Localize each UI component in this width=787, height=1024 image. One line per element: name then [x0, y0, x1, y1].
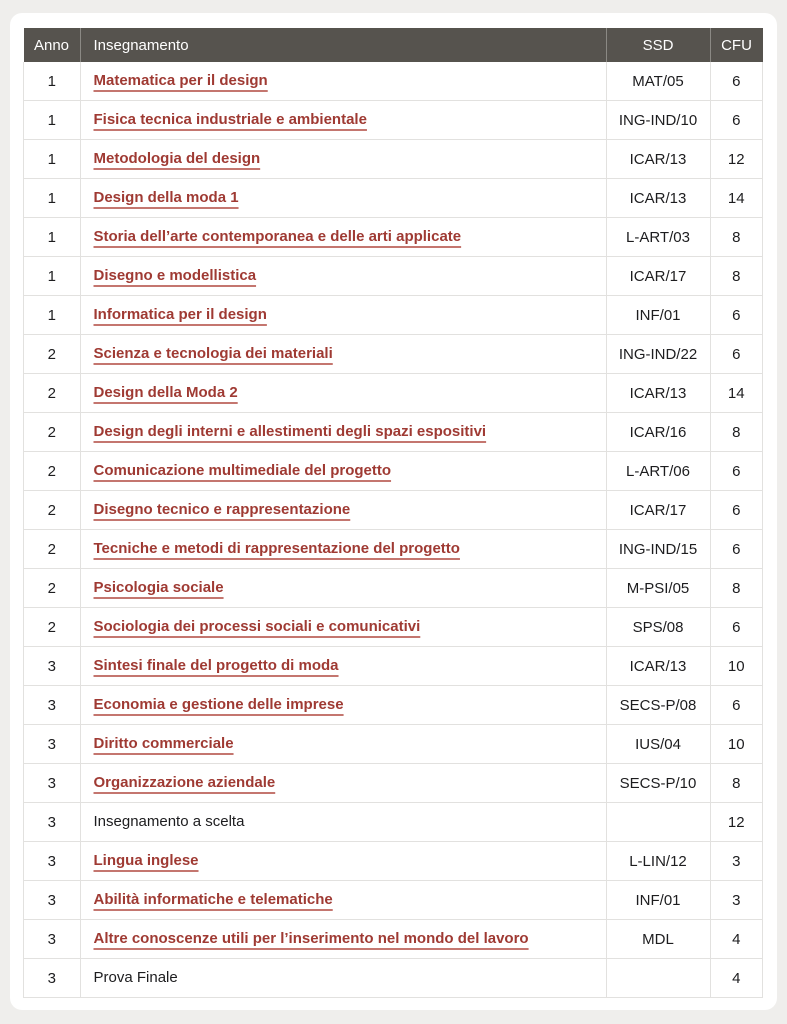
cell-cfu: 14: [710, 179, 763, 218]
cell-insegnamento: [80, 725, 606, 764]
cell-insegnamento: [80, 140, 606, 179]
cell-insegnamento: [80, 920, 606, 959]
cell-ssd: ICAR/13: [606, 179, 710, 218]
cell-cfu: 10: [710, 725, 763, 764]
course-link[interactable]: Fisica tecnica industriale e ambientale: [93, 111, 367, 129]
cell-anno: 3: [24, 959, 81, 998]
cell-ssd: ICAR/16: [606, 413, 710, 452]
cell-cfu: 8: [710, 218, 763, 257]
course-link[interactable]: Design della Moda 2: [93, 384, 238, 402]
cell-anno: 1: [24, 140, 81, 179]
cell-anno: 2: [24, 374, 81, 413]
course-link[interactable]: Scienza e tecnologia dei materiali: [93, 345, 333, 363]
table-row: [24, 725, 763, 764]
cell-cfu: 8: [710, 257, 763, 296]
table-row: [24, 374, 763, 413]
table-row: [24, 140, 763, 179]
table-row: [24, 179, 763, 218]
cell-cfu: 12: [710, 803, 763, 842]
table-row: [24, 959, 763, 998]
cell-anno: 2: [24, 452, 81, 491]
cell-anno: 3: [24, 803, 81, 842]
table-row: [24, 530, 763, 569]
cell-cfu: 4: [710, 959, 763, 998]
table-row: [24, 62, 763, 101]
cell-insegnamento: [80, 218, 606, 257]
cell-ssd: IUS/04: [606, 725, 710, 764]
cell-ssd: L-ART/03: [606, 218, 710, 257]
cell-ssd: ICAR/17: [606, 257, 710, 296]
table-row: [24, 491, 763, 530]
cell-cfu: 6: [710, 101, 763, 140]
cell-anno: 2: [24, 569, 81, 608]
course-link[interactable]: Comunicazione multimediale del progetto: [93, 462, 392, 480]
table-row: [24, 686, 763, 725]
cell-ssd: MAT/05: [606, 62, 710, 101]
cell-cfu: 8: [710, 764, 763, 803]
table-row: [24, 218, 763, 257]
cell-anno: 1: [24, 296, 81, 335]
cell-insegnamento: [80, 179, 606, 218]
table-row: [24, 296, 763, 335]
table-row: [24, 920, 763, 959]
cell-ssd: INF/01: [606, 296, 710, 335]
cell-ssd: L-ART/06: [606, 452, 710, 491]
cell-cfu: 8: [710, 413, 763, 452]
course-link[interactable]: Economia e gestione delle imprese: [93, 696, 344, 714]
cell-insegnamento: [80, 881, 606, 920]
cell-cfu: 12: [710, 140, 763, 179]
cell-anno: 2: [24, 413, 81, 452]
table-row: [24, 764, 763, 803]
course-link[interactable]: Disegno tecnico e rappresentazione: [93, 501, 351, 519]
cell-ssd: ING-IND/22: [606, 335, 710, 374]
cell-ssd: ING-IND/15: [606, 530, 710, 569]
cell-insegnamento: [80, 374, 606, 413]
cell-anno: 2: [24, 530, 81, 569]
cell-insegnamento: [80, 452, 606, 491]
cell-anno: 1: [24, 257, 81, 296]
cell-insegnamento: [80, 686, 606, 725]
cell-cfu: 6: [710, 608, 763, 647]
course-link[interactable]: Disegno e modellistica: [93, 267, 257, 285]
course-link[interactable]: Metodologia del design: [93, 150, 261, 168]
cell-cfu: 6: [710, 62, 763, 101]
cell-insegnamento: [80, 764, 606, 803]
cell-anno: 2: [24, 491, 81, 530]
cell-insegnamento: [80, 608, 606, 647]
course-link[interactable]: Lingua inglese: [93, 852, 199, 870]
column-header-ssd: SSD: [606, 28, 710, 62]
cell-anno: 3: [24, 686, 81, 725]
cell-cfu: 10: [710, 647, 763, 686]
table-row: [24, 413, 763, 452]
cell-cfu: 4: [710, 920, 763, 959]
cell-insegnamento: [80, 296, 606, 335]
course-link[interactable]: Altre conoscenze utili per l’inserimento nel mondo del lavoro: [93, 930, 529, 948]
course-link[interactable]: Design degli interni e allestimenti degli spazi espositivi: [93, 423, 487, 441]
table-row: [24, 257, 763, 296]
cell-ssd: SPS/08: [606, 608, 710, 647]
column-header-insegnamento: Insegnamento: [80, 28, 606, 62]
table-row: [24, 647, 763, 686]
cell-ssd: L-LIN/12: [606, 842, 710, 881]
course-link[interactable]: Storia dell’arte contemporanea e delle arti applicate: [93, 228, 462, 246]
cell-ssd: ICAR/13: [606, 374, 710, 413]
table-row: [24, 608, 763, 647]
table-row: [24, 452, 763, 491]
table-header: [24, 28, 763, 62]
cell-ssd: ICAR/13: [606, 140, 710, 179]
table-row: [24, 881, 763, 920]
cell-anno: 1: [24, 101, 81, 140]
cell-ssd: MDL: [606, 920, 710, 959]
cell-insegnamento: [80, 62, 606, 101]
course-link[interactable]: Tecniche e metodi di rappresentazione del progetto: [93, 540, 460, 558]
cell-cfu: 3: [710, 842, 763, 881]
cell-insegnamento: [80, 959, 606, 998]
course-link[interactable]: Sociologia dei processi sociali e comunicativi: [93, 618, 421, 636]
cell-anno: 2: [24, 608, 81, 647]
course-link[interactable]: Sintesi finale del progetto di moda: [93, 657, 339, 675]
cell-insegnamento: [80, 842, 606, 881]
cell-cfu: 6: [710, 491, 763, 530]
column-header-cfu: CFU: [710, 28, 763, 62]
cell-insegnamento: [80, 491, 606, 530]
course-text: Insegnamento a scelta: [93, 813, 245, 831]
cell-cfu: 3: [710, 881, 763, 920]
course-link[interactable]: Diritto commerciale: [93, 735, 234, 753]
cell-insegnamento: [80, 101, 606, 140]
cell-ssd: [606, 803, 710, 842]
cell-insegnamento: [80, 335, 606, 374]
content-card: [10, 13, 777, 1010]
cell-anno: 3: [24, 920, 81, 959]
cell-insegnamento: [80, 569, 606, 608]
cell-cfu: 6: [710, 530, 763, 569]
course-link[interactable]: Informatica per il design: [93, 306, 267, 324]
cell-anno: 3: [24, 842, 81, 881]
cell-insegnamento: [80, 257, 606, 296]
table-row: [24, 101, 763, 140]
course-link[interactable]: Matematica per il design: [93, 72, 268, 90]
cell-ssd: SECS-P/08: [606, 686, 710, 725]
table-body: [24, 62, 763, 998]
cell-anno: 3: [24, 647, 81, 686]
cell-ssd: ICAR/13: [606, 647, 710, 686]
cell-ssd: INF/01: [606, 881, 710, 920]
cell-ssd: SECS-P/10: [606, 764, 710, 803]
cell-ssd: ING-IND/10: [606, 101, 710, 140]
table-row: [24, 842, 763, 881]
cell-anno: 1: [24, 179, 81, 218]
column-header-anno: Anno: [24, 28, 81, 62]
course-link[interactable]: Design della moda 1: [93, 189, 239, 207]
cell-cfu: 14: [710, 374, 763, 413]
course-link[interactable]: Psicologia sociale: [93, 579, 224, 597]
course-text: Prova Finale: [93, 969, 178, 987]
cell-anno: 3: [24, 764, 81, 803]
cell-ssd: ICAR/17: [606, 491, 710, 530]
cell-cfu: 6: [710, 296, 763, 335]
cell-anno: 3: [24, 881, 81, 920]
curriculum-table: [23, 28, 763, 998]
table-row: [24, 569, 763, 608]
course-link[interactable]: Abilità informatiche e telematiche: [93, 891, 333, 909]
cell-anno: 1: [24, 218, 81, 257]
cell-insegnamento: [80, 803, 606, 842]
cell-anno: 2: [24, 335, 81, 374]
cell-insegnamento: [80, 647, 606, 686]
cell-anno: 3: [24, 725, 81, 764]
cell-insegnamento: [80, 530, 606, 569]
cell-cfu: 6: [710, 335, 763, 374]
course-link[interactable]: Organizzazione aziendale: [93, 774, 276, 792]
cell-cfu: 6: [710, 686, 763, 725]
table-row: [24, 803, 763, 842]
cell-anno: 1: [24, 62, 81, 101]
cell-insegnamento: [80, 413, 606, 452]
cell-ssd: M-PSI/05: [606, 569, 710, 608]
cell-cfu: 8: [710, 569, 763, 608]
table-header-row: [24, 28, 763, 62]
cell-ssd: [606, 959, 710, 998]
cell-cfu: 6: [710, 452, 763, 491]
table-row: [24, 335, 763, 374]
